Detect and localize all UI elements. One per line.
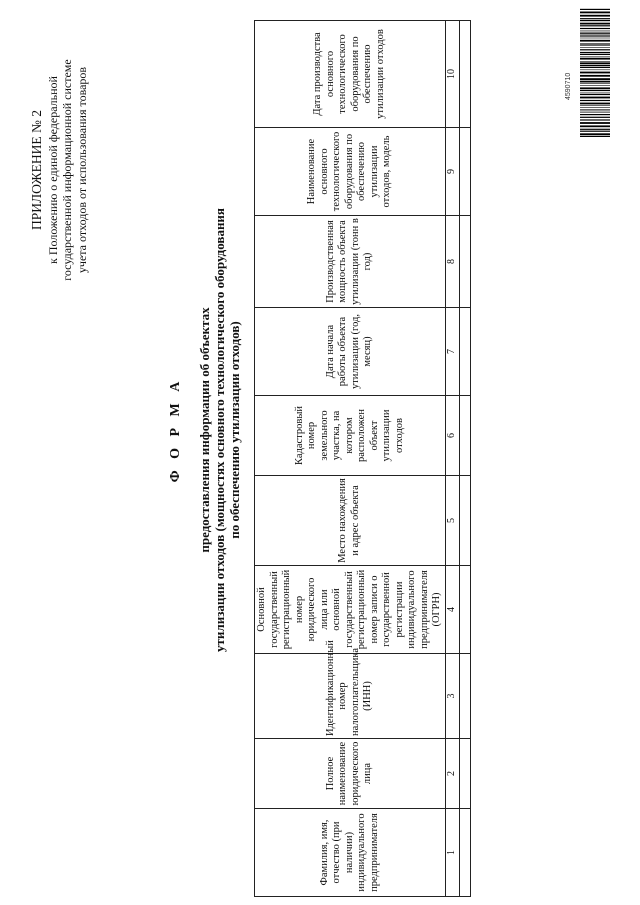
column-number: 1 xyxy=(445,809,459,897)
column-number: 6 xyxy=(445,396,459,476)
column-number: 10 xyxy=(445,21,459,128)
form-title: Ф О Р М А xyxy=(168,377,183,483)
table-cell[interactable] xyxy=(459,128,470,216)
column-header: Наименование основного технологического оборудования по обеспечению утилизации отходов, модель xyxy=(255,128,446,216)
annex-header xyxy=(30,10,89,330)
column-header: Полное наименование юридического лица xyxy=(255,739,446,809)
form-subtitle-line: утилизации отходов (мощностях основного технологического оборудования xyxy=(212,208,227,652)
form-subtitle-line: предоставления информации об объектах xyxy=(197,307,212,553)
annex-line: к Положению о единой федеральной xyxy=(45,76,60,264)
column-header: Кадастровый номер земельного участка, на котором расположен объект утилизации отходов xyxy=(255,396,446,476)
table-cell[interactable] xyxy=(459,21,470,128)
column-number: 7 xyxy=(445,308,459,396)
table-header-row xyxy=(255,21,446,897)
table-cell[interactable] xyxy=(459,739,470,809)
column-number: 4 xyxy=(445,566,459,654)
annex-line: государственной информационной системе xyxy=(60,59,74,281)
annex-title: ПРИЛОЖЕНИЕ № 2 xyxy=(29,109,44,231)
table-cell[interactable] xyxy=(459,396,470,476)
column-header: Дата начала работы объекта утилизации (год, месяц) xyxy=(255,308,446,396)
column-number: 5 xyxy=(445,476,459,566)
table-cell[interactable] xyxy=(459,308,470,396)
column-number: 3 xyxy=(445,654,459,739)
column-header: Идентификационный номер налогоплательщика (ИНН) xyxy=(255,654,446,739)
barcode-number: 4590710 xyxy=(565,72,572,100)
column-number: 2 xyxy=(445,739,459,809)
table-cell[interactable] xyxy=(459,654,470,739)
facilities-table xyxy=(254,20,471,897)
table-cell[interactable] xyxy=(459,809,470,897)
column-number: 9 xyxy=(445,128,459,216)
column-header: Дата производства основного технологического оборудования по обеспечению утилизации отходов xyxy=(255,21,446,128)
table-cell[interactable] xyxy=(459,476,470,566)
form-subtitle-line: по обеспечению утилизации отходов) xyxy=(227,321,242,539)
column-header: Место нахождения и адрес объекта xyxy=(255,476,446,566)
column-number-row xyxy=(445,21,459,897)
column-number: 8 xyxy=(445,216,459,308)
barcode-image xyxy=(580,7,610,137)
table-cell[interactable] xyxy=(459,566,470,654)
column-header: Основной государственный регистрационный номер юридического лица или основной государственный регистрационный номер записи о государственной регистрации индивидуального предпринимателя (ОГРН) xyxy=(255,566,446,654)
annex-line: учета отходов от использования товаров xyxy=(74,66,89,274)
table-cell[interactable] xyxy=(459,216,470,308)
table-row xyxy=(459,21,470,897)
column-header: Производственная мощность объекта утилизации (тонн в год) xyxy=(255,216,446,308)
form-title-block xyxy=(168,135,242,725)
column-header: Фамилия, имя, отчество (при наличии) индивидуального предпринимателя xyxy=(255,809,446,897)
